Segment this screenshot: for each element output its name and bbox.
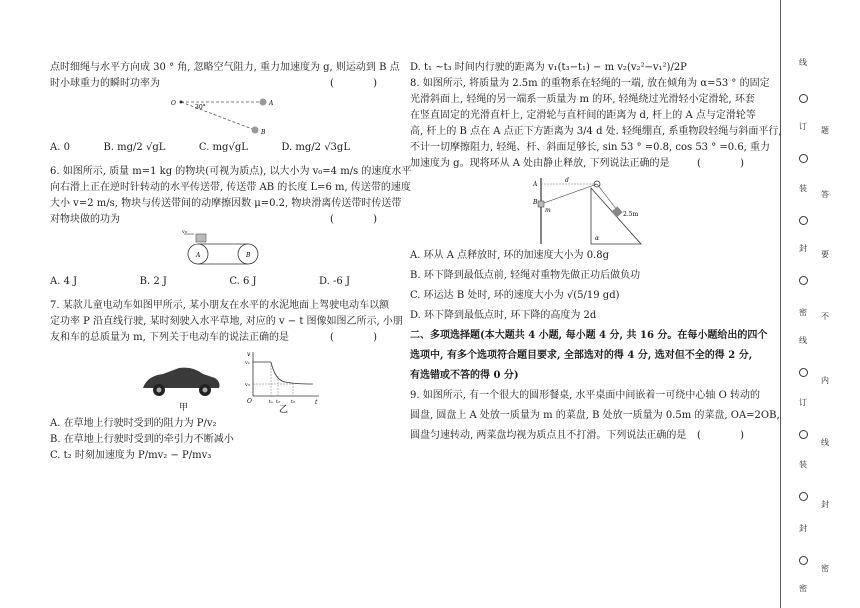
q5-option-a: A. 0 bbox=[50, 142, 70, 153]
bind-char: 订 bbox=[799, 398, 807, 407]
warn-char: 不 bbox=[821, 312, 829, 321]
binding-margin bbox=[780, 0, 860, 608]
q6-line-1: 6. 如图所示, 质量 m=1 kg 的物块(可视为质点), 以大小为 v₀=4 m/s 的速度水平 bbox=[50, 166, 412, 177]
answer-paren: ( ) bbox=[330, 332, 395, 343]
t1-label: t₁ bbox=[268, 399, 273, 405]
pendulum-figure bbox=[163, 94, 283, 138]
q8-line-3: 在竖直固定的光滑直杆上, 定滑轮与直杆间的距离为 d, 杆上的 A 点与定滑轮等 bbox=[410, 110, 756, 121]
q6-option-d: D. -6 J bbox=[319, 276, 350, 287]
conveyor-figure bbox=[178, 230, 268, 272]
car-vt-figure bbox=[123, 348, 323, 414]
answer-paren: ( ) bbox=[697, 430, 762, 441]
q5-option-b: B. mg/2 √gL bbox=[103, 142, 166, 153]
bind-circle-icon bbox=[796, 430, 810, 442]
right-column bbox=[410, 60, 782, 444]
v-axis-label: v bbox=[246, 351, 250, 358]
pulley-b-label: B bbox=[245, 252, 250, 259]
section-2-heading-3: 有选错或不答的得 0 分) bbox=[410, 370, 519, 381]
q6-options bbox=[50, 274, 350, 290]
q6-option-a: A. 4 J bbox=[50, 276, 78, 287]
q5-option-d: D. mg/2 √3gL bbox=[281, 142, 350, 153]
q6-line-3: 大小 v=2 m/s, 物块与传送带间的动摩擦因数 μ=0.2, 物块滑离传送带时传送带 bbox=[50, 198, 402, 209]
warn-char: 题 bbox=[821, 126, 829, 135]
q6-option-c: C. 6 J bbox=[229, 276, 257, 287]
bind-char: 线 bbox=[799, 336, 807, 345]
bind-char: 装 bbox=[799, 460, 807, 469]
v0-label: v₀ bbox=[181, 230, 187, 235]
q7-option-d: D. t₁ ~t₃ 时间内行驶的距离为 v₁(t₃−t₁) − m v₂(v₂²−v₁²)/2P bbox=[410, 62, 687, 73]
bind-circle-icon bbox=[796, 154, 810, 166]
warn-char: 内 bbox=[821, 376, 829, 385]
bind-circle-icon bbox=[796, 556, 810, 568]
bind-char: 密 bbox=[799, 308, 807, 317]
q7-option-a: A. 在草地上行驶时受到的阻力为 P/v₂ bbox=[50, 418, 217, 429]
answer-paren: ( ) bbox=[330, 214, 395, 225]
q7-line-2: 定功率 P 沿直线行驶, 某时刻驶入水平草地, 对应的 v − t 图像如图乙所示, 小朋 bbox=[50, 316, 403, 327]
answer-paren: ( ) bbox=[330, 78, 395, 89]
fig4-a-label: A bbox=[533, 181, 538, 188]
pulley-a-label: A bbox=[195, 252, 200, 259]
bind-char: 线 bbox=[799, 58, 807, 67]
fig4-mass-label: 2.5m bbox=[623, 211, 639, 218]
warn-char: 答 bbox=[821, 190, 829, 199]
q5-option-c: C. mg√gL bbox=[198, 142, 248, 153]
bind-char: 装 bbox=[799, 184, 807, 193]
v1-label: v₁ bbox=[244, 360, 250, 366]
bind-char: 订 bbox=[799, 122, 807, 131]
warn-char: 要 bbox=[821, 250, 829, 259]
q8-option-c: C. 环运达 B 处时, 环的速度大小为 √(5/19 gd) bbox=[410, 290, 620, 301]
q8-line-5: 不计一切摩擦阻力, 轻绳、杆、斜面足够长, sin 53 ° =0.8, cos 53 ° =0.6, 重力 bbox=[410, 142, 771, 153]
bind-circle-icon bbox=[796, 216, 810, 228]
q9-line-3: 圆盘匀速转动, 两菜盘均视为质点且不打滑。下列说法正确的是 ( ) bbox=[410, 428, 762, 444]
q7-option-c: C. t₂ 时刻加速度为 P/mv₂ − P/mv₃ bbox=[50, 450, 212, 461]
bind-circle-icon bbox=[796, 368, 810, 380]
q6-line-2: 向右滑上正在逆时针转动的水平传送带, 传送带 AB 的长度 L=6 m, 传送带的速度 bbox=[50, 182, 411, 193]
origin-label: O bbox=[246, 398, 252, 405]
fig4-alpha-label: α bbox=[595, 235, 600, 242]
q7-option-b: B. 在草地上行驶时受到的牵引力不断减小 bbox=[50, 434, 234, 445]
bind-char: 封 bbox=[799, 524, 807, 533]
q5-options bbox=[50, 140, 350, 156]
answer-paren: ( ) bbox=[697, 158, 762, 169]
warn-char: 密 bbox=[821, 564, 829, 573]
fig4-d-label: d bbox=[565, 177, 569, 184]
bind-circle-icon bbox=[796, 94, 810, 106]
section-2-heading-2: 选项中, 有多个选项符合题目要求, 全部选对的得 4 分, 选对但不全的得 2 分, bbox=[410, 350, 753, 361]
point-b-label: B bbox=[260, 129, 265, 136]
q5-text-line-2: 时小球重力的瞬时功率为 ( ) bbox=[50, 76, 395, 92]
warn-char: 线 bbox=[821, 438, 829, 447]
q8-option-b: B. 环下降到最低点前, 轻绳对重物先做正功后做负功 bbox=[410, 270, 641, 281]
q8-option-a: A. 环从 A 点释放时, 环的加速度大小为 0.8g bbox=[410, 250, 609, 261]
v2-label: v₂ bbox=[244, 382, 250, 388]
point-o-label: O bbox=[170, 100, 176, 107]
t3-label: t₃ bbox=[290, 399, 295, 405]
bind-circle-icon bbox=[796, 276, 810, 288]
left-column bbox=[50, 60, 412, 464]
q8-line-4: 高, 杆上的 B 点在 A 点正下方距离为 3/4 d 处. 轻绳绷直, 系重物段轻绳与斜面平行, bbox=[410, 126, 782, 137]
fig-yi-label: 乙 bbox=[278, 405, 288, 414]
fig-jia-label: 甲 bbox=[178, 403, 188, 413]
q8-line-6: 加速度为 g。现将环从 A 处由静止释放, 下列说法正确的是 ( ) bbox=[410, 156, 762, 172]
t2-label: t₂ bbox=[275, 399, 280, 405]
point-a-label: A bbox=[268, 100, 273, 107]
q9-line-1: 9. 如图所示, 有一个很大的圆形餐桌, 水平桌面中间嵌着一可绕中心轴 O 转动的 bbox=[410, 390, 760, 401]
bind-circle-icon bbox=[796, 492, 810, 504]
incline-pulley-figure bbox=[521, 174, 651, 246]
q9-line-2: 圆盘, 圆盘上 A 处放一质量为 m 的菜盘, B 处放一质量为 0.5m 的菜盘, OA=2OB, bbox=[410, 410, 780, 421]
section-2-heading-1: 二、多项选择题(本大题共 4 小题, 每小题 4 分, 共 16 分。在每小题给出的四个 bbox=[410, 330, 768, 341]
angle-label: 30° bbox=[194, 104, 206, 111]
bind-char: 封 bbox=[799, 244, 807, 253]
q5-text-line-1: 点时细绳与水平方向成 30 ° 角, 忽略空气阻力, 重力加速度为 g, 则运动到 B 点 bbox=[50, 62, 400, 73]
q8-line-1: 8. 如图所示, 将质量为 2.5m 的重物系在轻绳的一端, 放在倾角为 α=53 ° 的固定 bbox=[410, 78, 770, 89]
q8-line-2: 光滑斜面上, 轻绳的另一端系一质量为 m 的环, 轻绳绕过光滑轻小定滑轮, 环套 bbox=[410, 94, 755, 105]
q8-option-d: D. 环下降到最低点时, 环下降的高度为 2d bbox=[410, 310, 597, 321]
warn-char: 封 bbox=[821, 500, 829, 509]
q7-line-3: 友和车的总质量为 m, 下列关于电动车的说法正确的是 ( ) bbox=[50, 330, 395, 346]
q7-line-1: 7. 某款儿童电动车如图甲所示, 某小朋友在水平的水泥地面上驾驶电动车以额 bbox=[50, 300, 390, 311]
fig4-m-label: m bbox=[545, 207, 551, 214]
t-axis-label: t bbox=[314, 399, 317, 406]
bind-char: 密 bbox=[799, 584, 807, 593]
fig4-b-label: B bbox=[533, 199, 538, 206]
q6-line-4: 对物块做的功为 ( ) bbox=[50, 212, 395, 228]
q6-option-b: B. 2 J bbox=[139, 276, 167, 287]
